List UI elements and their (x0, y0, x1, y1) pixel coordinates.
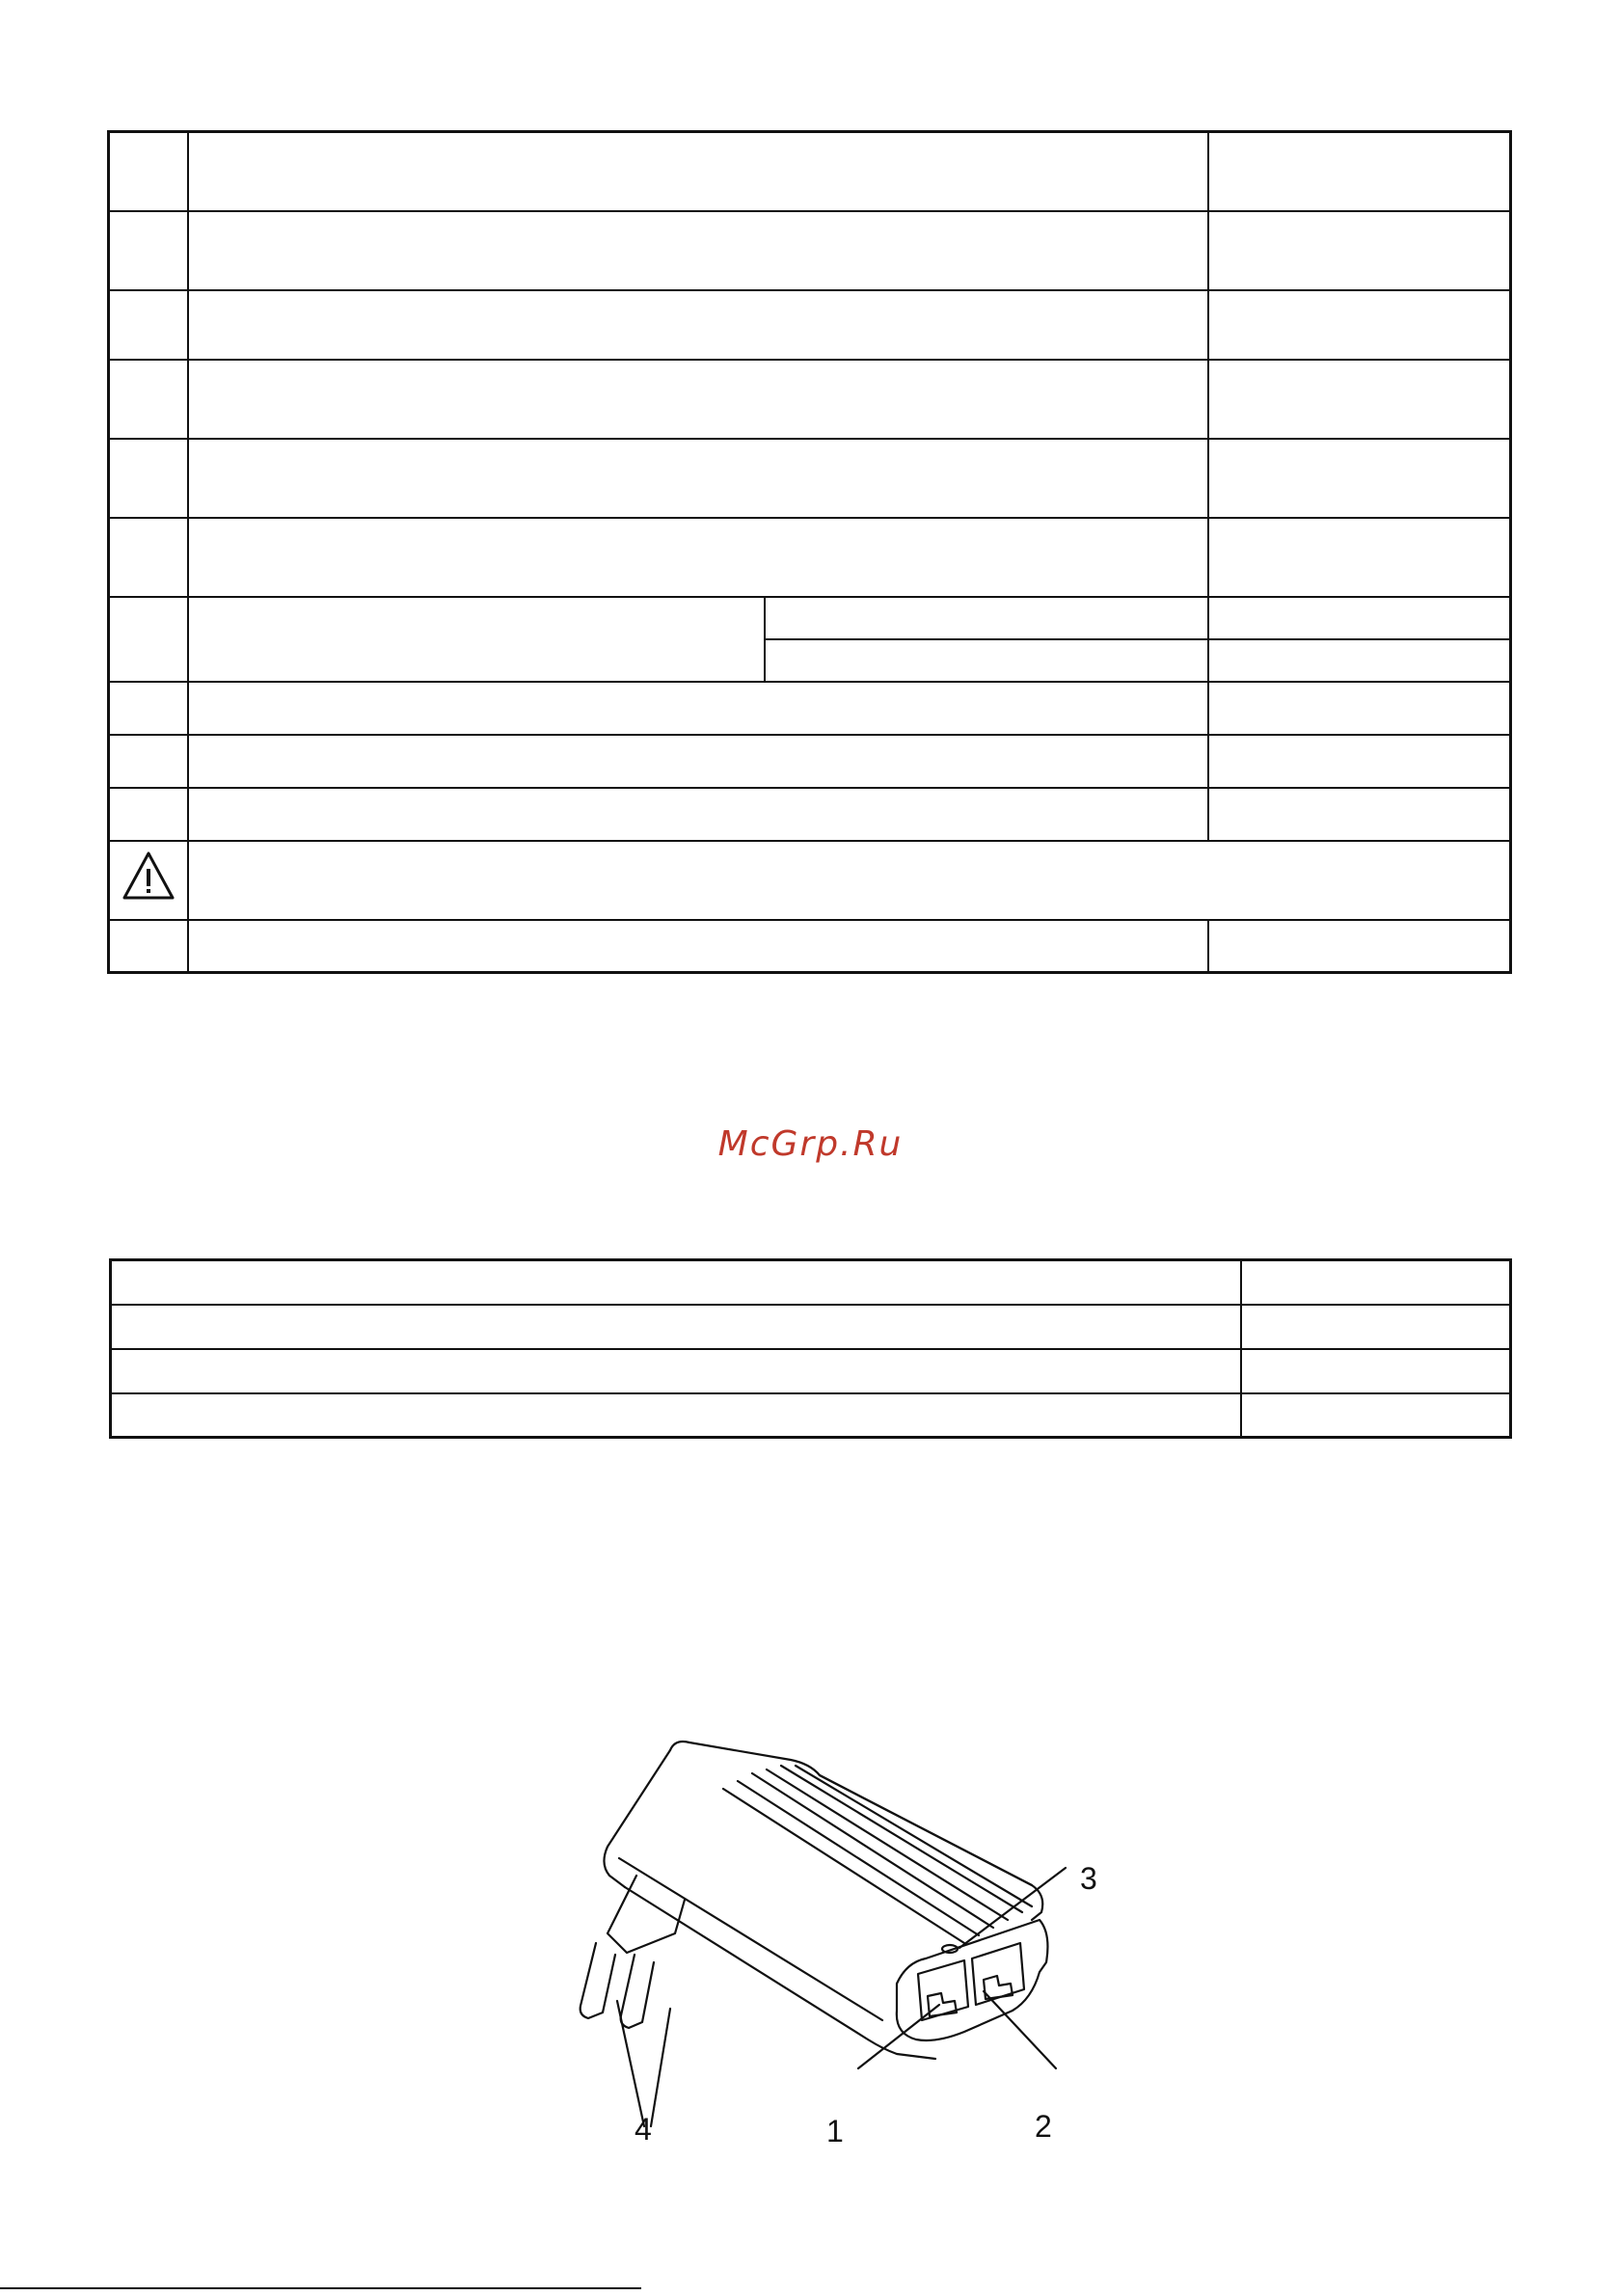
parameter-cell (188, 439, 1208, 518)
warning-icon-cell (109, 841, 188, 920)
row-number-cell (109, 597, 188, 682)
sub-parameter-cell (765, 597, 1208, 639)
value-cell (1208, 682, 1511, 735)
sub-parameter-cell (765, 639, 1208, 682)
parameter-cell (188, 735, 1208, 788)
table-row (111, 1260, 1511, 1305)
watermark: McGrp.Ru (717, 1124, 904, 1164)
quantity-cell (1241, 1349, 1511, 1393)
quantity-cell (1241, 1393, 1511, 1438)
row-number-cell (109, 735, 188, 788)
table-row (111, 1349, 1511, 1393)
value-cell (1208, 132, 1511, 211)
callout-4: 4 (635, 2112, 652, 2147)
body-bottom-outline (625, 1887, 935, 2059)
table-row (109, 682, 1511, 735)
item-cell (111, 1393, 1241, 1438)
plug-base (608, 1876, 685, 1953)
callout-line-3 (959, 1868, 1066, 1948)
item-cell (111, 1349, 1241, 1393)
item-cell (111, 1260, 1241, 1305)
warning-text-cell (188, 841, 1511, 920)
value-cell (1208, 360, 1511, 439)
parameter-cell (188, 132, 1208, 211)
callout-line-4b (651, 2009, 670, 2126)
top-ridge (767, 1769, 1008, 1920)
row-number-cell (109, 290, 188, 360)
bottom-rule (0, 2287, 641, 2289)
value-cell (1208, 439, 1511, 518)
value-cell (1208, 920, 1511, 973)
table-row (111, 1305, 1511, 1349)
table-row (109, 132, 1511, 211)
warning-triangle-icon (122, 850, 176, 904)
parameter-cell (188, 597, 765, 682)
top-ridge (781, 1766, 1022, 1912)
row-number-cell (109, 518, 188, 597)
body-back-outline (604, 1750, 670, 1887)
table-row (109, 439, 1511, 518)
rj45-port-1-jack (928, 1993, 957, 2016)
top-ridge (723, 1789, 964, 1943)
row-number-cell (109, 920, 188, 973)
item-cell (111, 1305, 1241, 1349)
row-number-cell (109, 211, 188, 290)
table-row (111, 1393, 1511, 1438)
table-row (109, 290, 1511, 360)
plug-pin-left (581, 1943, 615, 2018)
parameter-cell (188, 682, 1208, 735)
rj45-port-1 (918, 1960, 968, 2020)
quantity-cell (1241, 1260, 1511, 1305)
callout-1: 1 (826, 2114, 844, 2148)
quantity-cell (1241, 1305, 1511, 1349)
callout-line-4a (617, 2001, 644, 2126)
value-cell (1208, 735, 1511, 788)
value-cell (1208, 211, 1511, 290)
table-row (109, 735, 1511, 788)
parameter-cell (188, 360, 1208, 439)
parameter-cell (188, 788, 1208, 841)
table-row (109, 518, 1511, 597)
row-number-cell (109, 682, 188, 735)
warning-row (109, 841, 1511, 920)
callout-line-2 (984, 1991, 1056, 2068)
value-cell (1208, 597, 1511, 639)
parameter-cell (188, 290, 1208, 360)
delivery-set-table (109, 1258, 1512, 1439)
value-cell (1208, 788, 1511, 841)
table-row (109, 211, 1511, 290)
top-ridge (752, 1773, 993, 1928)
callout-line-1 (858, 2005, 939, 2068)
table-row (109, 920, 1511, 973)
table-row (109, 597, 1511, 639)
table-row (109, 788, 1511, 841)
row-number-cell (109, 788, 188, 841)
value-cell (1208, 290, 1511, 360)
rj45-port-2 (972, 1943, 1024, 2005)
spec-table (107, 130, 1512, 974)
table-row (109, 360, 1511, 439)
value-cell (1208, 639, 1511, 682)
plug-pin-right (621, 1955, 654, 2028)
row-number-cell (109, 360, 188, 439)
value-cell (1208, 518, 1511, 597)
parameter-cell (188, 920, 1208, 973)
parameter-cell (188, 211, 1208, 290)
poe-injector-illustration (579, 1731, 1119, 2174)
top-ridge (796, 1766, 1032, 1906)
callout-2: 2 (1035, 2109, 1052, 2144)
parameter-cell (188, 518, 1208, 597)
callout-3: 3 (1080, 1861, 1097, 1896)
row-number-cell (109, 132, 188, 211)
body-top-outline (670, 1742, 1042, 1920)
row-number-cell (109, 439, 188, 518)
